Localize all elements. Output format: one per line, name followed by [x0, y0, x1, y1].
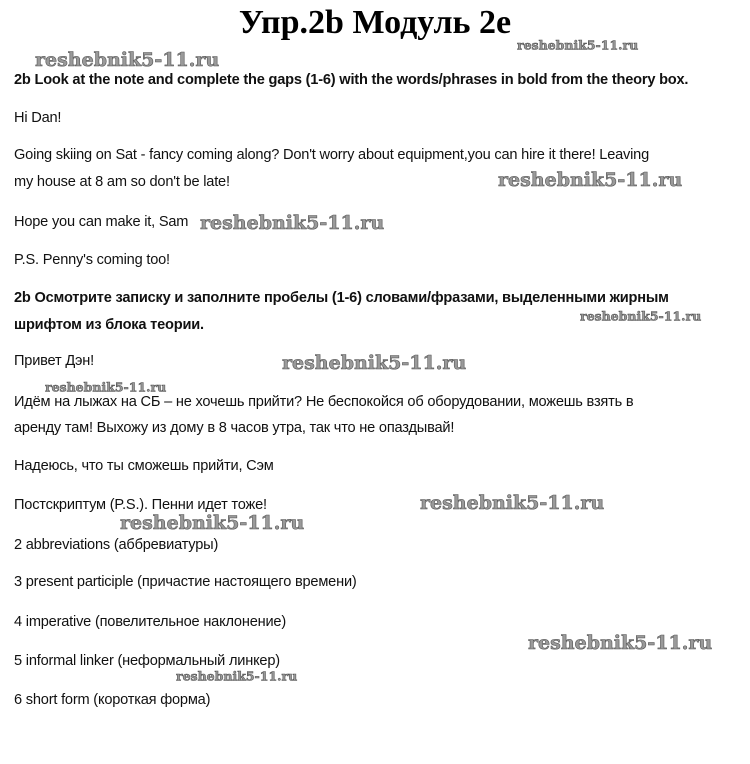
russian-instruction: шрифтом из блока теории.	[14, 317, 204, 333]
watermark: reshebnik5-11.ru	[35, 49, 220, 71]
english-instruction: 2b Look at the note and complete the gaps (1-6) with the words/phrases in bold from the theory box.	[14, 72, 689, 88]
answer-item: 5 informal linker (неформальный линкер)	[14, 653, 280, 669]
watermark: reshebnik5-11.ru	[45, 379, 167, 395]
watermark: reshebnik5-11.ru	[517, 37, 639, 53]
watermark: reshebnik5-11.ru	[176, 668, 298, 684]
watermark: reshebnik5-11.ru	[498, 169, 683, 191]
english-greeting: Hi Dan!	[14, 110, 62, 126]
english-closing: Hope you can make it, Sam	[14, 214, 189, 230]
russian-body-line: аренду там! Выхожу из дому в 8 часов утра, так что не опаздывай!	[14, 420, 455, 436]
watermark: reshebnik5-11.ru	[580, 308, 702, 324]
watermark: reshebnik5-11.ru	[120, 512, 305, 534]
page-title: Упр.2b Модуль 2e	[238, 4, 512, 41]
russian-instruction: 2b Осмотрите записку и заполните пробелы (1-6) словами/фразами, выделенными жирным	[14, 290, 669, 306]
watermark: reshebnik5-11.ru	[420, 492, 605, 514]
watermark: reshebnik5-11.ru	[282, 352, 467, 374]
watermark: reshebnik5-11.ru	[200, 212, 385, 234]
answer-item: 4 imperative (повелительное наклонение)	[14, 614, 287, 630]
answer-item: 3 present participle (причастие настоящего времени)	[14, 574, 357, 590]
answer-item: 2 abbreviations (аббревиатуры)	[14, 537, 219, 553]
answer-item: 6 short form (короткая форма)	[14, 692, 211, 708]
russian-body-line: Идём на лыжах на СБ – не хочешь прийти? Не беспокойся об оборудовании, можешь взять в	[14, 394, 634, 410]
english-ps: P.S. Penny's coming too!	[14, 252, 170, 268]
russian-ps: Постскриптум (P.S.). Пенни идет тоже!	[14, 497, 267, 513]
english-body-line: Going skiing on Sat - fancy coming along? Don't worry about equipment,you can hire it there! Leaving	[14, 147, 650, 163]
watermark: reshebnik5-11.ru	[528, 632, 713, 654]
english-body-line: my house at 8 am so don't be late!	[14, 174, 230, 190]
russian-greeting: Привет Дэн!	[14, 353, 94, 369]
russian-closing: Надеюсь, что ты сможешь прийти, Сэм	[14, 458, 274, 474]
